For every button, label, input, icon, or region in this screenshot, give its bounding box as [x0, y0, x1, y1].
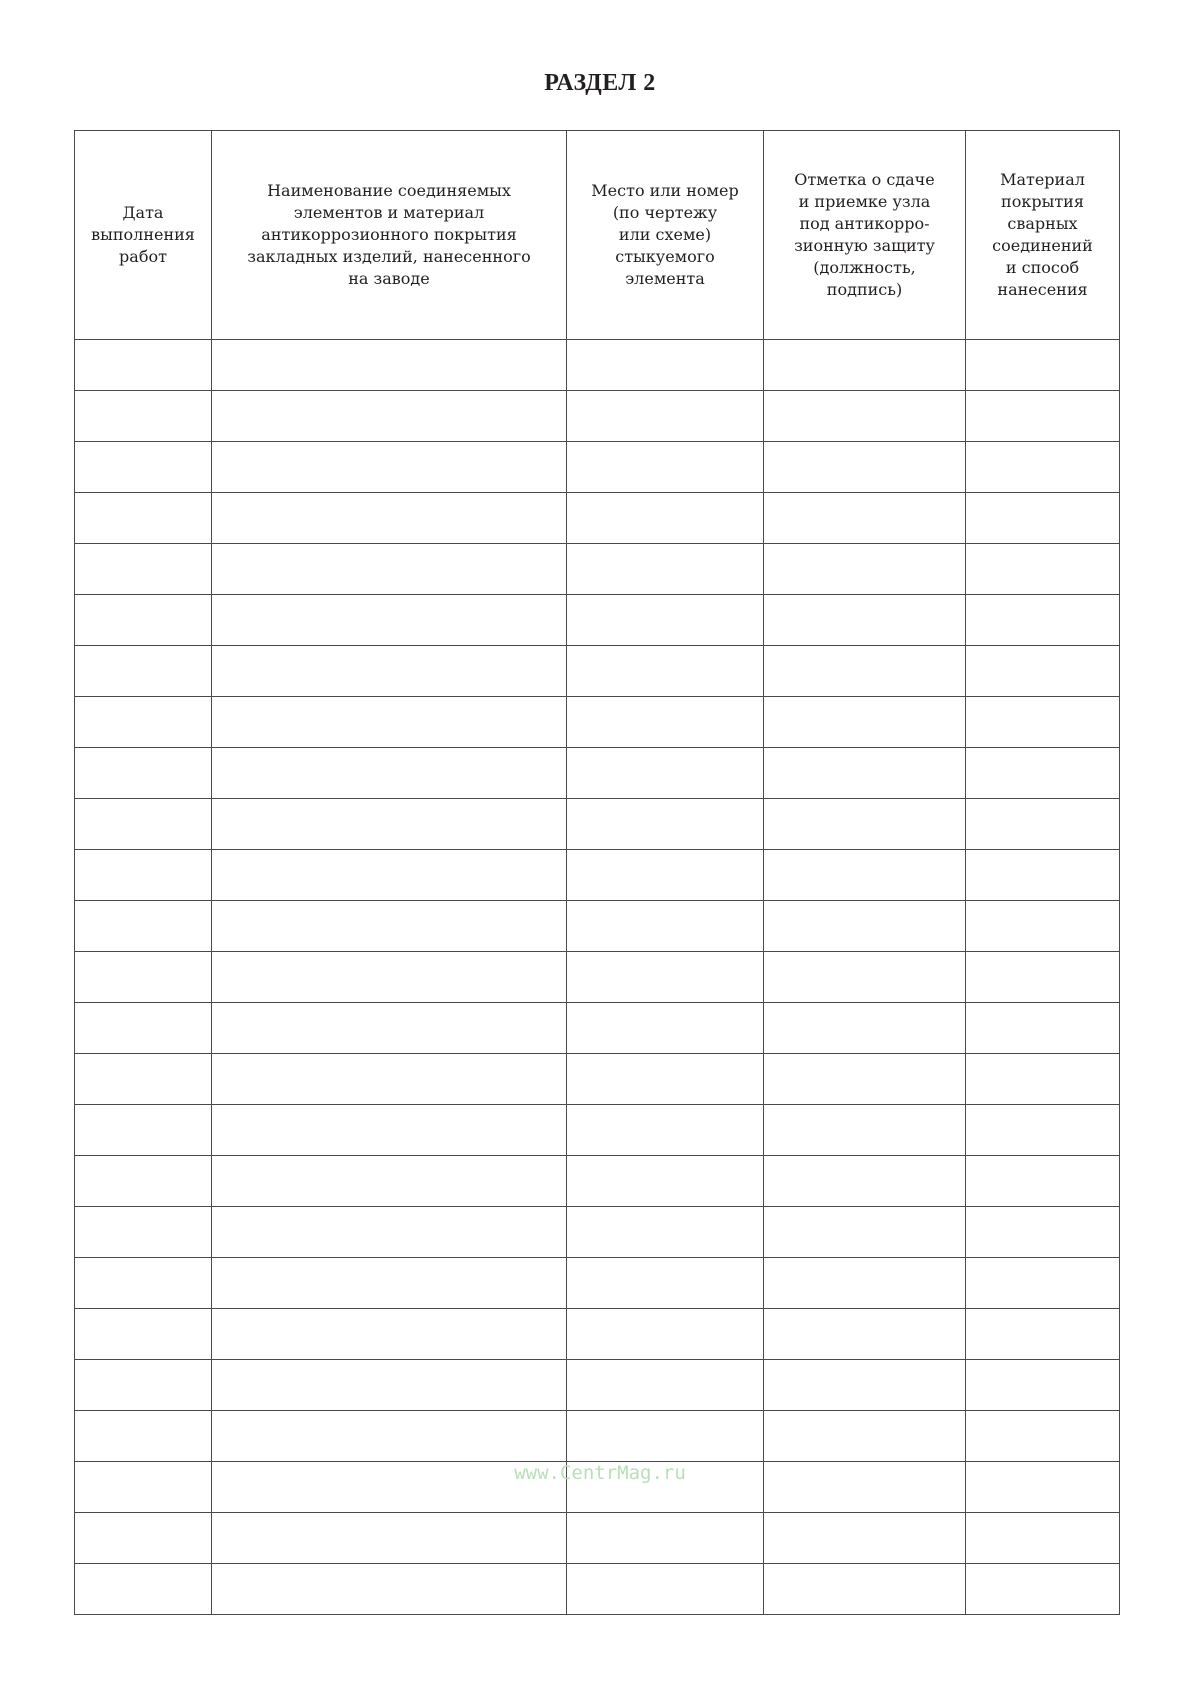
- table-row: [75, 697, 1120, 748]
- table-cell: [966, 1411, 1120, 1462]
- table-cell: [75, 1003, 212, 1054]
- header-date: Дата выполнения работ: [75, 131, 212, 340]
- table-cell: [75, 1564, 212, 1615]
- table-cell: [966, 1156, 1120, 1207]
- header-location: Место или номер (по чертежу или схеме) стыкуемого элемента: [567, 131, 764, 340]
- table-cell: [567, 1411, 764, 1462]
- table-cell: [75, 1207, 212, 1258]
- table-cell: [567, 646, 764, 697]
- table-cell: [212, 595, 567, 646]
- table-cell: [764, 1207, 966, 1258]
- table-cell: [212, 646, 567, 697]
- table-cell: [966, 1258, 1120, 1309]
- table-row: [75, 1054, 1120, 1105]
- table-cell: [567, 391, 764, 442]
- table-row: [75, 1462, 1120, 1513]
- table-cell: [567, 1360, 764, 1411]
- table-row: [75, 748, 1120, 799]
- table-cell: [567, 493, 764, 544]
- table-cell: [75, 1462, 212, 1513]
- table-cell: [567, 952, 764, 1003]
- table-row: [75, 595, 1120, 646]
- table-cell: [212, 1105, 567, 1156]
- header-weld-coating: Материал покрытия сварных соединений и способ нанесения: [966, 131, 1120, 340]
- table-cell: [966, 544, 1120, 595]
- log-table: [74, 130, 1120, 1615]
- table-cell: [764, 442, 966, 493]
- table-cell: [764, 391, 966, 442]
- table-row: [75, 544, 1120, 595]
- table-cell: [764, 697, 966, 748]
- table-row: [75, 1258, 1120, 1309]
- table-row: [75, 391, 1120, 442]
- table-cell: [567, 442, 764, 493]
- table-row: [75, 1411, 1120, 1462]
- table-cell: [966, 340, 1120, 391]
- table-cell: [567, 1105, 764, 1156]
- table-cell: [75, 340, 212, 391]
- table-cell: [212, 1258, 567, 1309]
- table-cell: [212, 1411, 567, 1462]
- table-cell: [764, 1003, 966, 1054]
- table-cell: [567, 697, 764, 748]
- table-cell: [966, 595, 1120, 646]
- table-cell: [966, 799, 1120, 850]
- table-cell: [75, 595, 212, 646]
- table-cell: [764, 850, 966, 901]
- table-cell: [75, 799, 212, 850]
- table-cell: [75, 952, 212, 1003]
- header-acceptance-mark: Отметка о сдаче и приемке узла под антикорро- зионную защиту (должность, подпись): [764, 131, 966, 340]
- table-row: [75, 1207, 1120, 1258]
- table-cell: [212, 1207, 567, 1258]
- table-cell: [764, 544, 966, 595]
- table-cell: [567, 1156, 764, 1207]
- table-cell: [966, 1309, 1120, 1360]
- table-cell: [212, 901, 567, 952]
- table-cell: [567, 1054, 764, 1105]
- table-cell: [75, 1411, 212, 1462]
- table-cell: [212, 1156, 567, 1207]
- table-cell: [567, 544, 764, 595]
- table-cell: [764, 1462, 966, 1513]
- table-cell: [75, 850, 212, 901]
- table-cell: [764, 1258, 966, 1309]
- table-cell: [764, 1105, 966, 1156]
- watermark: www.CentrMag.ru: [514, 1462, 686, 1484]
- table-cell: [75, 1513, 212, 1564]
- table-cell: [75, 493, 212, 544]
- table-cell: [212, 493, 567, 544]
- table-cell: [764, 748, 966, 799]
- table-cell: [212, 952, 567, 1003]
- table-row: [75, 901, 1120, 952]
- table-cell: [75, 1309, 212, 1360]
- table-cell: [764, 1360, 966, 1411]
- table-cell: [966, 952, 1120, 1003]
- table-cell: [966, 646, 1120, 697]
- table-cell: [212, 340, 567, 391]
- table-cell: [966, 493, 1120, 544]
- table-cell: [212, 697, 567, 748]
- table-cell: [75, 748, 212, 799]
- table-cell: [212, 1360, 567, 1411]
- table-cell: [212, 748, 567, 799]
- table-row: [75, 1156, 1120, 1207]
- table-cell: [567, 1513, 764, 1564]
- table-row: [75, 1309, 1120, 1360]
- table-cell: [212, 544, 567, 595]
- table-cell: [212, 1462, 567, 1513]
- table-cell: [75, 544, 212, 595]
- table-row: [75, 850, 1120, 901]
- table-cell: [966, 1564, 1120, 1615]
- table-cell: [212, 391, 567, 442]
- table-cell: [75, 1360, 212, 1411]
- table-row: [75, 442, 1120, 493]
- table-cell: [966, 1003, 1120, 1054]
- table-cell: [75, 442, 212, 493]
- table-cell: [75, 1054, 212, 1105]
- table-cell: [75, 697, 212, 748]
- table-cell: [966, 748, 1120, 799]
- table-cell: [212, 442, 567, 493]
- table-cell: [966, 697, 1120, 748]
- table-cell: [75, 1258, 212, 1309]
- table-cell: [966, 1360, 1120, 1411]
- table-row: [75, 340, 1120, 391]
- table-cell: [567, 1258, 764, 1309]
- table-cell: [212, 1054, 567, 1105]
- table-cell: [75, 901, 212, 952]
- table-cell: [212, 1564, 567, 1615]
- table-row: [75, 799, 1120, 850]
- table-cell: [764, 1156, 966, 1207]
- table-row: [75, 1003, 1120, 1054]
- table-cell: [764, 1564, 966, 1615]
- table-cell: [764, 340, 966, 391]
- table-cell: [764, 952, 966, 1003]
- table-cell: [75, 391, 212, 442]
- table-cell: [567, 850, 764, 901]
- table-cell: [567, 1462, 764, 1513]
- table-cell: [567, 1207, 764, 1258]
- table-cell: [966, 442, 1120, 493]
- table-cell: [966, 901, 1120, 952]
- table-cell: [567, 799, 764, 850]
- table-cell: [567, 340, 764, 391]
- table-cell: [764, 901, 966, 952]
- table-cell: [212, 799, 567, 850]
- table-cell: [966, 1207, 1120, 1258]
- table-body: [75, 340, 1120, 1615]
- table-cell: [567, 748, 764, 799]
- table-cell: [764, 1054, 966, 1105]
- table-cell: [212, 1309, 567, 1360]
- table-cell: [567, 901, 764, 952]
- table-cell: [212, 1513, 567, 1564]
- table-cell: [764, 1309, 966, 1360]
- table-cell: [212, 1003, 567, 1054]
- header-element-names: Наименование соединяемых элементов и материал антикоррозионного покрытия закладных изделий, нанесенного на заводе: [212, 131, 567, 340]
- table-cell: [764, 646, 966, 697]
- table-row: [75, 493, 1120, 544]
- table-row: [75, 1513, 1120, 1564]
- table-cell: [966, 850, 1120, 901]
- table-cell: [764, 595, 966, 646]
- table-cell: [764, 1411, 966, 1462]
- table-row: [75, 1105, 1120, 1156]
- table-cell: [75, 1156, 212, 1207]
- table-cell: [75, 646, 212, 697]
- table-cell: [567, 1309, 764, 1360]
- table-row: [75, 646, 1120, 697]
- table-cell: [764, 1513, 966, 1564]
- table-cell: [212, 850, 567, 901]
- page-title: РАЗДЕЛ 2: [544, 70, 656, 96]
- table-cell: [764, 493, 966, 544]
- table-cell: [567, 595, 764, 646]
- table-cell: [966, 1054, 1120, 1105]
- table-cell: [966, 1462, 1120, 1513]
- table-row: [75, 1360, 1120, 1411]
- table-cell: [567, 1003, 764, 1054]
- table-cell: [966, 391, 1120, 442]
- table-row: [75, 1564, 1120, 1615]
- table-row: [75, 952, 1120, 1003]
- table-cell: [966, 1105, 1120, 1156]
- table-cell: [567, 1564, 764, 1615]
- table-cell: [966, 1513, 1120, 1564]
- table-cell: [764, 799, 966, 850]
- table-header-row: [75, 131, 1120, 340]
- table-cell: [75, 1105, 212, 1156]
